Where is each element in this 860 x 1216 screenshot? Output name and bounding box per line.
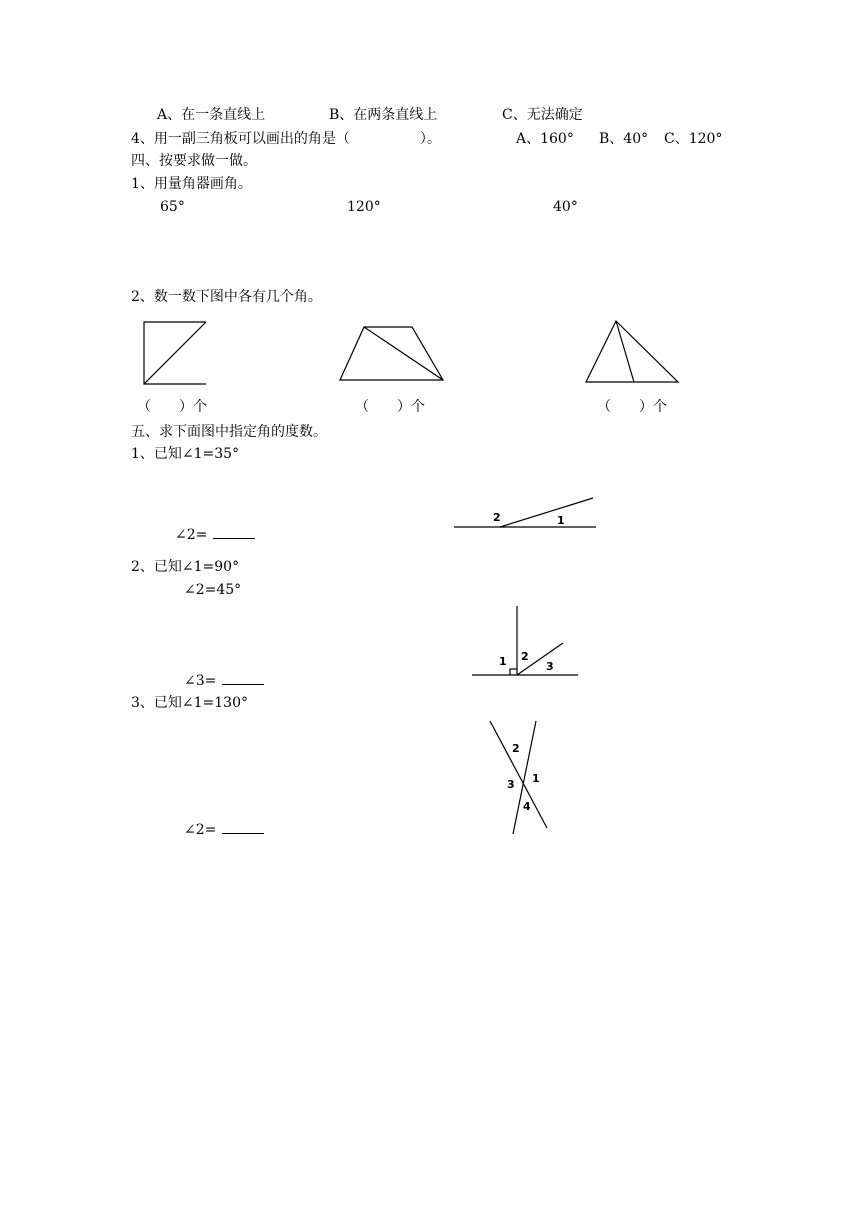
answer-square: （ ）个 (137, 399, 207, 415)
p2-answer-blank[interactable] (222, 672, 264, 685)
p2-given-1: 2、已知∠1=90° (131, 559, 240, 575)
p2-given-2: ∠2=45° (184, 582, 242, 598)
section-4-title: 四、按要求做一做。 (131, 153, 257, 169)
angle-figure-1 (454, 498, 596, 527)
p3-label-1: 1 (532, 772, 540, 785)
answer-trapezoid: （ ）个 (355, 399, 425, 415)
q4-stem: 4、用一副三角板可以画出的角是（ ）。 (131, 131, 441, 147)
section-4-item-2-title: 2、数一数下图中各有几个角。 (131, 289, 322, 305)
p2-question (184, 672, 264, 690)
square-figure (144, 322, 206, 384)
q3-option-b: B、在两条直线上 (329, 107, 438, 123)
angle-65: 65° (160, 199, 185, 215)
q4-option-a: A、160° (516, 131, 574, 147)
angle-120: 120° (347, 199, 381, 215)
p3-label-3: 3 (507, 778, 515, 791)
p2-label-2: 2 (521, 650, 529, 663)
q4-option-b: B、40° (599, 131, 649, 147)
p3-ask: ∠2= (184, 822, 217, 838)
p3-label-2: 2 (512, 742, 520, 755)
triangle-figure (586, 321, 678, 382)
answer-triangle: （ ）个 (597, 399, 667, 415)
q3-option-a: A、在一条直线上 (157, 107, 266, 123)
p3-answer-blank[interactable] (222, 821, 264, 834)
p3-given: 3、已知∠1=130° (131, 695, 248, 711)
p2-ask: ∠3= (184, 673, 217, 689)
section-4-item-1-title: 1、用量角器画角。 (131, 176, 252, 192)
p3-question (184, 821, 264, 839)
p1-question (175, 526, 255, 544)
p1-label-1: 1 (557, 514, 565, 527)
q3-option-c: C、无法确定 (502, 107, 583, 123)
p2-label-1: 1 (499, 655, 507, 668)
p1-label-2: 2 (493, 511, 501, 524)
q4-option-c: C、120° (664, 131, 723, 147)
p1-answer-blank[interactable] (213, 526, 255, 539)
p2-label-3: 3 (546, 660, 554, 673)
angle-40: 40° (553, 199, 578, 215)
p1-given: 1、已知∠1=35° (131, 446, 240, 462)
section-5-title: 五、求下面图中指定角的度数。 (131, 424, 327, 440)
p3-label-4: 4 (523, 800, 531, 813)
angle-figure-2 (472, 606, 578, 675)
trapezoid-figure (340, 327, 443, 380)
p1-ask: ∠2= (175, 527, 208, 543)
